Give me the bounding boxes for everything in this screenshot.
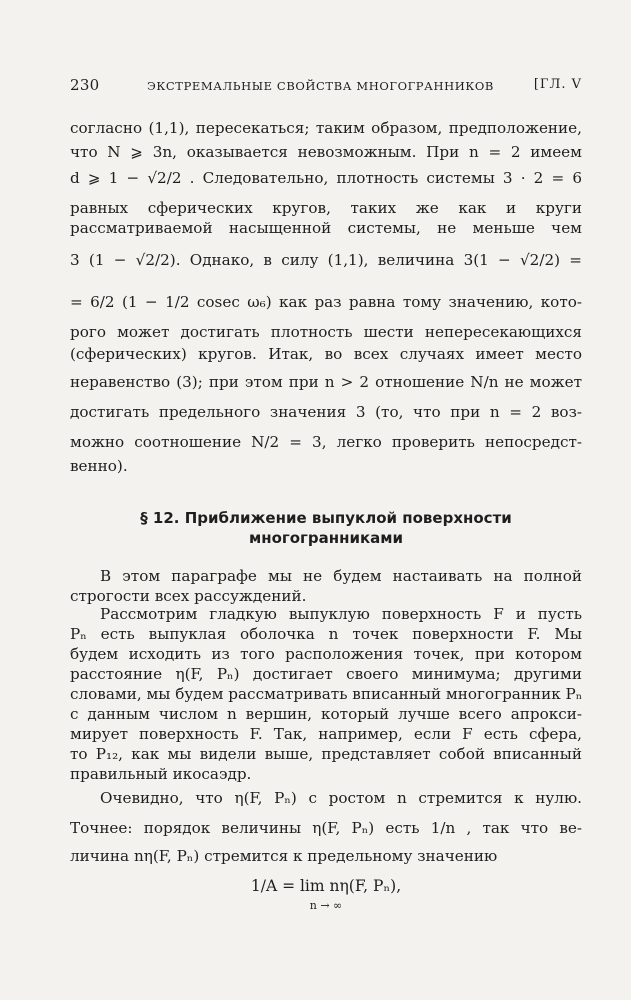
page-number: 230 — [70, 76, 100, 94]
text-line: личина nη(F, Pₙ) стремится к предельному значению — [70, 847, 498, 865]
text-line: можно соотношение N/2 = 3, легко проверить непосредст- — [70, 433, 582, 451]
display-formula — [70, 876, 582, 896]
section-title-line1: § 12. Приближение выпуклой поверхности — [140, 509, 512, 527]
text-line: = 6/2 (1 − 1/2 cosec ω₆) как раз равна тому значению, кото- — [70, 293, 582, 311]
text-line: (сферических) кругов. Итак, во всех случаях имеет место — [70, 345, 582, 363]
formula-limit-subscript: n → ∞ — [309, 899, 343, 912]
text-line: строгости всех рассуждений. — [70, 587, 307, 605]
text-line: Рассмотрим гладкую выпуклую поверхность F и пусть — [100, 605, 582, 623]
text-line: будем исходить из того расположения точек, при котором — [70, 645, 582, 663]
text-line: неравенство (3); при этом при n > 2 отношение N/n не может — [70, 373, 582, 391]
text-line: рого может достигать плотность шести непересекающихся — [70, 323, 582, 341]
text-line: 3 (1 − √2/2). Однако, в силу (1,1), величина 3(1 − √2/2) = — [70, 251, 582, 269]
text-line: Точнее: порядок величины η(F, Pₙ) есть 1/n , так что ве- — [70, 819, 582, 837]
text-line: достигать предельного значения 3 (то, что при n = 2 воз- — [70, 403, 582, 421]
text-line: венно). — [70, 457, 128, 475]
running-title: ЭКСТРЕМАЛЬНЫЕ СВОЙСТВА МНОГОГРАННИКОВ — [147, 79, 494, 93]
text-line: Очевидно, что η(F, Pₙ) с ростом n стремится к нулю. — [100, 789, 582, 807]
formula-main: 1/A = lim nη(F, Pₙ), — [250, 877, 402, 895]
text-line: мирует поверхность F. Так, например, если F есть сфера, — [70, 725, 582, 743]
text-line: d ⩾ 1 − √2/2 . Следовательно, плотность системы 3 · 2 = 6 — [70, 169, 582, 187]
section-title-line2: многогранниками — [248, 529, 404, 547]
text-line: правильный икосаэдр. — [70, 765, 252, 783]
text-line: согласно (1,1), пересекаться; таким образом, предположение, — [70, 119, 582, 137]
text-line: то P₁₂, как мы видели выше, представляет собой вписанный — [70, 745, 582, 763]
text-line: В этом параграфе мы не будем настаивать на полной — [100, 567, 582, 585]
text-line: рассматриваемой насыщенной системы, не меньше чем — [70, 219, 582, 237]
text-line: Pₙ есть выпуклая оболочка n точек поверхности F. Мы — [70, 625, 582, 643]
text-line: словами, мы будем рассматривать вписанный многогранник Pₙ — [70, 685, 583, 703]
text-line: равных сферических кругов, таких же как и круги — [70, 199, 582, 217]
text-line: с данным числом n вершин, который лучше всего апрокси- — [70, 705, 582, 723]
book-page — [70, 0, 582, 1000]
text-line: что N ⩾ 3n, оказывается невозможным. При n = 2 имеем — [70, 143, 582, 161]
chapter-label: [ГЛ. V — [533, 77, 582, 92]
text-line: расстояние η(F, Pₙ) достигает своего минимума; другими — [70, 665, 582, 683]
